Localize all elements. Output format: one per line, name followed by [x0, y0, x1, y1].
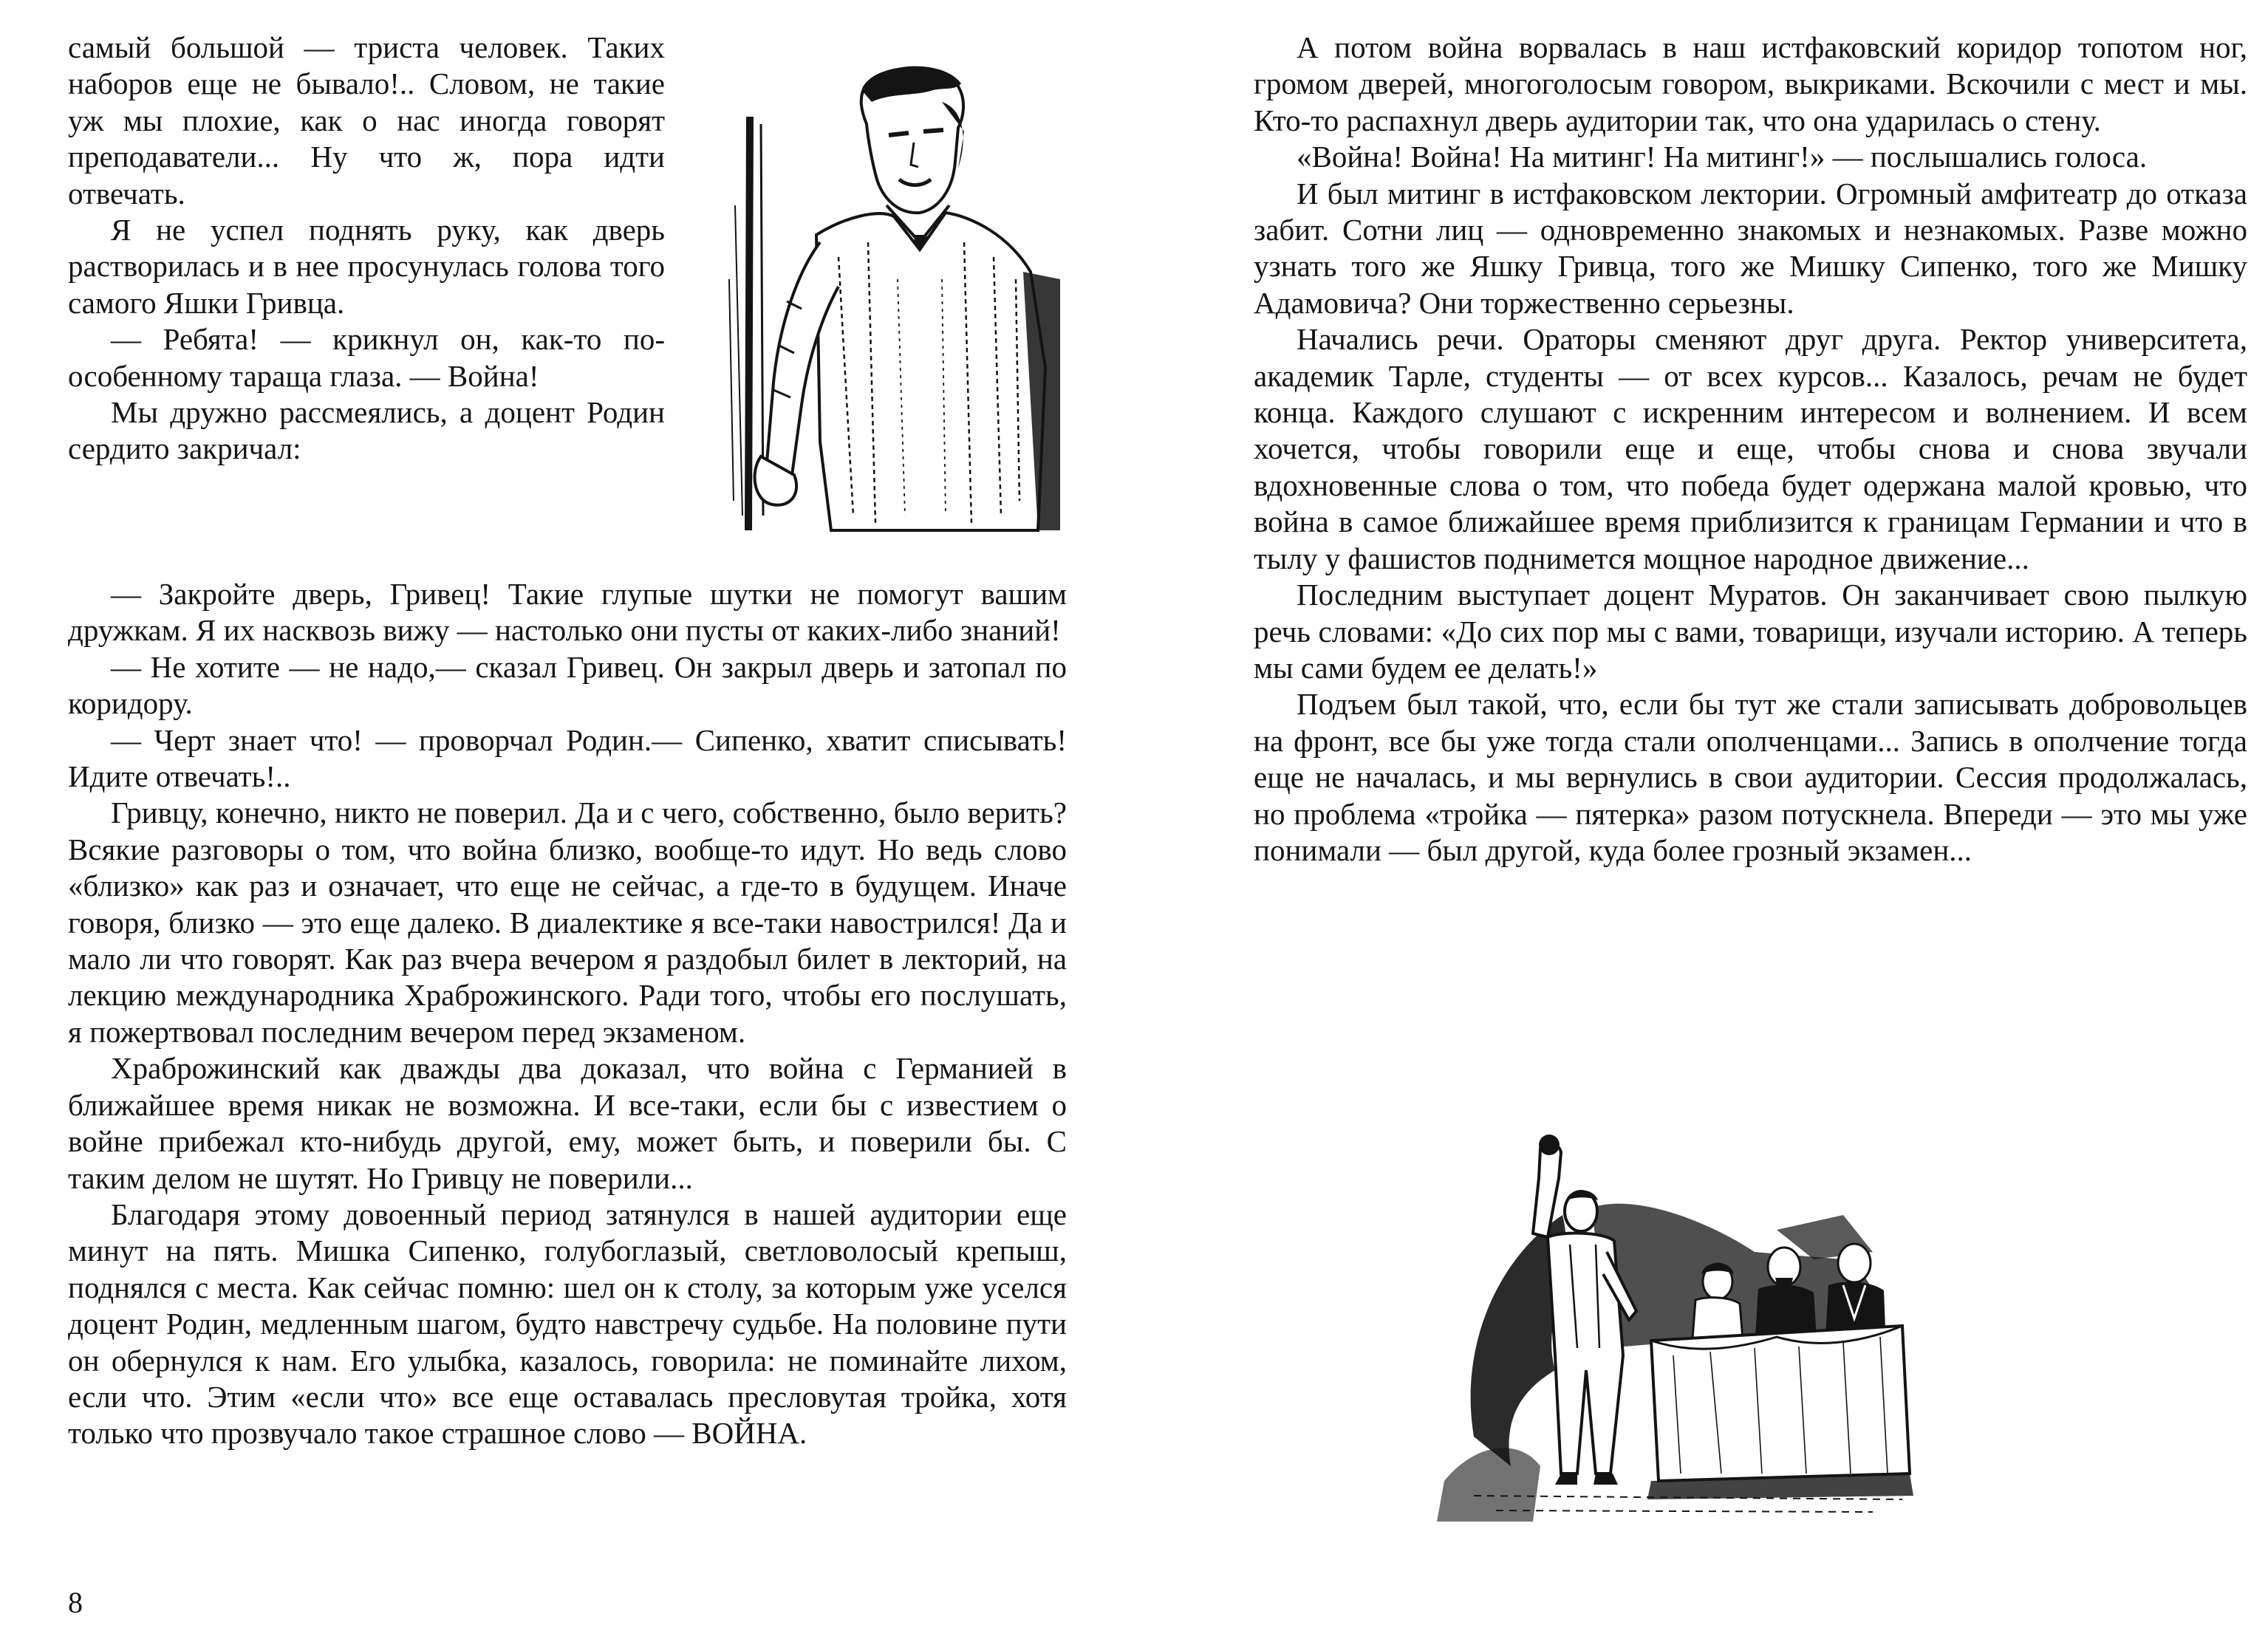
paragraph: «Война! Война! На митинг! На митинг!» — послышались голоса. — [1297, 140, 2148, 174]
paragraph: Начались речи. Ораторы сменяют друг друга. Ректор университета, академик Тарле, студенты — от всех курсов... Казалось, речам не будет конца. Каждого слушают с искренним интересом и волнением. И всем хочется, чтобы говорили еще и еще, чтобы снова и снова звучали вдохновенные слова о том, что победа будет одержана малой кровью, что война в самое ближайшее время приблизится к границам Германии и что в тылу у фашистов поднимется мощное народное движение... — [1254, 322, 2247, 575]
paragraph: Гривцу, конечно, никто не поверил. Да и с чего, собственно, было верить? Всякие разговоры о том, что война близко, вообще-то идут. Но ведь слово «близко» как раз и означает, что еще не сейчас, а где-то в будущем. Иначе говоря, близко — это еще далеко. В диалектике я все-таки навострился! Да и мало ли что говорят. Как раз вчера вечером я раздобыл билет в лекторий, на лекцию международника Храброжинского. Ради того, чтобы его послушать, я пожертвовал последним вечером перед экзаменом. — [68, 795, 1067, 1049]
paragraph: Я не успел поднять руку, как дверь растворилась и в нее просунулась голова того самого Яшки Гривца. — [68, 213, 665, 320]
left-main-column — [68, 576, 1067, 1452]
student-at-door-illustration — [720, 58, 1068, 538]
paragraph: Подъем был такой, что, если бы тут же стали записывать добровольцев на фронт, все бы уже тогда стали ополченцами... Запись в ополчение тогда еще не началась, и мы вернулись в свои аудитории. Сессия продолжалась, но проблема «тройка — пятерка» разом потускнела. Впереди — это мы уже понимали — был другой, куда более грозный экзамен... — [1254, 687, 2247, 867]
paragraph: самый большой — триста человек. Таких наборов еще не бывало!.. Словом, не такие уж мы плохие, как о нас иногда говорят преподаватели... Ну что ж, пора идти отвечать. — [68, 30, 665, 211]
student-at-door-drawing — [720, 58, 1068, 538]
paragraph: — Ребята! — крикнул он, как-то по-особенному тараща глаза. — Война! — [68, 322, 665, 393]
paragraph: Благодаря этому довоенный период затянулся в нашей аудитории еще минут на пять. Мишка Сипенко, голубоглазый, светловолосый крепыш, поднялся с места. Как сейчас помню: шел он к столу, за которым уже уселся доцент Родин, медленным шагом, будто навстречу судьбе. На половине пути он обернулся к нам. Его улыбка, казалось, говорила: не поминайте лихом, если что. Этим «если что» все еще оставалась пресловутая тройка, хотя только что прозвучало такое страшное слово — ВОЙНА. — [68, 1197, 1067, 1451]
rally-drawing — [1430, 1126, 1917, 1522]
right-page — [1134, 0, 2268, 1639]
rally-illustration — [1430, 1126, 1917, 1522]
paragraph: — Не хотите — не надо,— сказал Гривец. Он закрыл дверь и затопал по коридору. — [68, 649, 1067, 721]
paragraph: — Закройте дверь, Гривец! Такие глупые шутки не помогут вашим дружкам. Я их насквозь вижу — настолько они пусты от каких-либо знаний! — [68, 577, 1067, 648]
paragraph: Храброжинский как дважды два доказал, что война с Германией в ближайшее время никак не возможна. И все-таки, если бы с известием о войне прибежал кто-нибудь другой, ему, может быть, и поверили бы. С таким делом не шутят. Но Гривцу не поверили... — [68, 1051, 1067, 1195]
right-column — [1254, 30, 2247, 869]
paragraph: И был митинг в истфаковском лектории. Огромный амфитеатр до отказа забит. Сотни лиц — одновременно знакомых и незнакомых. Разве можно узнать того же Яшку Гривца, того же Мишку Сипенко, того же Мишку Адамовича? Они торжественно серьезны. — [1254, 176, 2247, 320]
page-number: 8 — [68, 1586, 83, 1619]
paragraph: Мы дружно рассмеялись, а доцент Родин сердито закричал: — [68, 395, 665, 466]
paragraph: Последним выступает доцент Муратов. Он заканчивает свою пылкую речь словами: «До сих пор мы с вами, товарищи, изучали историю. А теперь мы сами будем ее делать!» — [1254, 578, 2247, 685]
left-top-column — [68, 30, 665, 468]
paragraph: А потом война ворвалась в наш истфаковский коридор топотом ног, громом дверей, многоголосым говором, выкриками. Вскочили с мест и мы. Кто-то распахнул дверь аудитории так, что она ударилась о стену. — [1254, 30, 2247, 137]
paragraph: — Черт знает что! — проворчал Родин.— Сипенко, хватит списывать! Идите отвечать!.. — [68, 722, 1067, 794]
